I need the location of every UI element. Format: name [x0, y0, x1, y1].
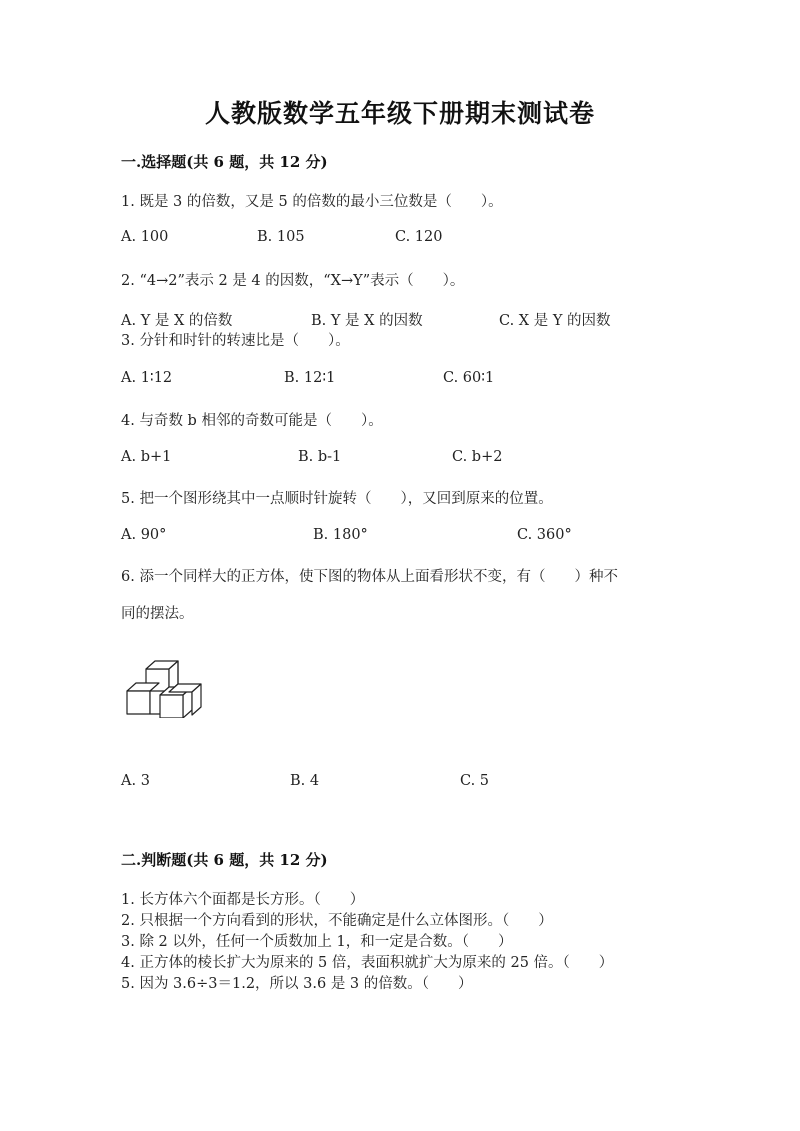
- q1-option-c: C. 120: [395, 229, 443, 245]
- q3-option-a: A. 1∶12: [121, 370, 173, 386]
- q2-option-a: A. Y 是 X 的倍数: [121, 313, 233, 329]
- question-3: 3. 分针和时针的转速比是（ ）。: [121, 333, 350, 349]
- judge-question-3: 3. 除 2 以外，任何一个质数加上 1，和一定是合数。（ ）: [121, 934, 513, 950]
- q1-option-b: B. 105: [257, 229, 305, 245]
- q5-option-a: A. 90°: [121, 527, 167, 543]
- q2-option-c: C. X 是 Y 的因数: [499, 313, 611, 329]
- question-4: 4. 与奇数 b 相邻的奇数可能是（ ）。: [121, 413, 383, 429]
- question-6-line2: 同的摆法。: [121, 606, 194, 622]
- q3-option-b: B. 12∶1: [284, 370, 336, 386]
- question-2: 2. “4→2”表示 2 是 4 的因数，“X→Y”表示（ ）。: [121, 273, 465, 289]
- cube-stack-figure: [124, 660, 208, 718]
- q4-option-c: C. b+2: [452, 449, 503, 465]
- q5-option-b: B. 180°: [313, 527, 368, 543]
- cube-right-front: [160, 695, 183, 718]
- judge-question-1: 1. 长方体六个面都是长方形。（ ）: [121, 892, 365, 908]
- judge-question-4: 4. 正方体的棱长扩大为原来的 5 倍，表面积就扩大为原来的 25 倍。（ ）: [121, 955, 614, 971]
- q6-option-c: C. 5: [460, 773, 490, 789]
- section-heading-choice: 一.选择题(共 6 题，共 12 分): [121, 153, 328, 171]
- q3-option-c: C. 60∶1: [443, 370, 495, 386]
- q1-option-a: A. 100: [121, 229, 169, 245]
- cube-left-front: [127, 691, 150, 714]
- question-1: 1. 既是 3 的倍数，又是 5 的倍数的最小三位数是（ ）。: [121, 194, 503, 210]
- question-5: 5. 把一个图形绕其中一点顺时针旋转（ ），又回到原来的位置。: [121, 491, 553, 507]
- page-title: 人教版数学五年级下册期末测试卷: [204, 99, 595, 128]
- section-heading-judgement: 二.判断题(共 6 题，共 12 分): [121, 851, 328, 869]
- judge-question-2: 2. 只根据一个方向看到的形状，不能确定是什么立体图形。（ ）: [121, 913, 553, 929]
- q4-option-b: B. b-1: [298, 449, 342, 465]
- q6-option-b: B. 4: [290, 773, 320, 789]
- q4-option-a: A. b+1: [121, 449, 172, 465]
- q5-option-c: C. 360°: [517, 527, 572, 543]
- q2-option-b: B. Y 是 X 的因数: [311, 313, 423, 329]
- question-6-line1: 6. 添一个同样大的正方体，使下图的物体从上面看形状不变，有（ ）种不: [121, 569, 618, 585]
- judge-question-5: 5. 因为 3.6÷3＝1.2，所以 3.6 是 3 的倍数。（ ）: [121, 976, 473, 992]
- q6-option-a: A. 3: [121, 773, 150, 789]
